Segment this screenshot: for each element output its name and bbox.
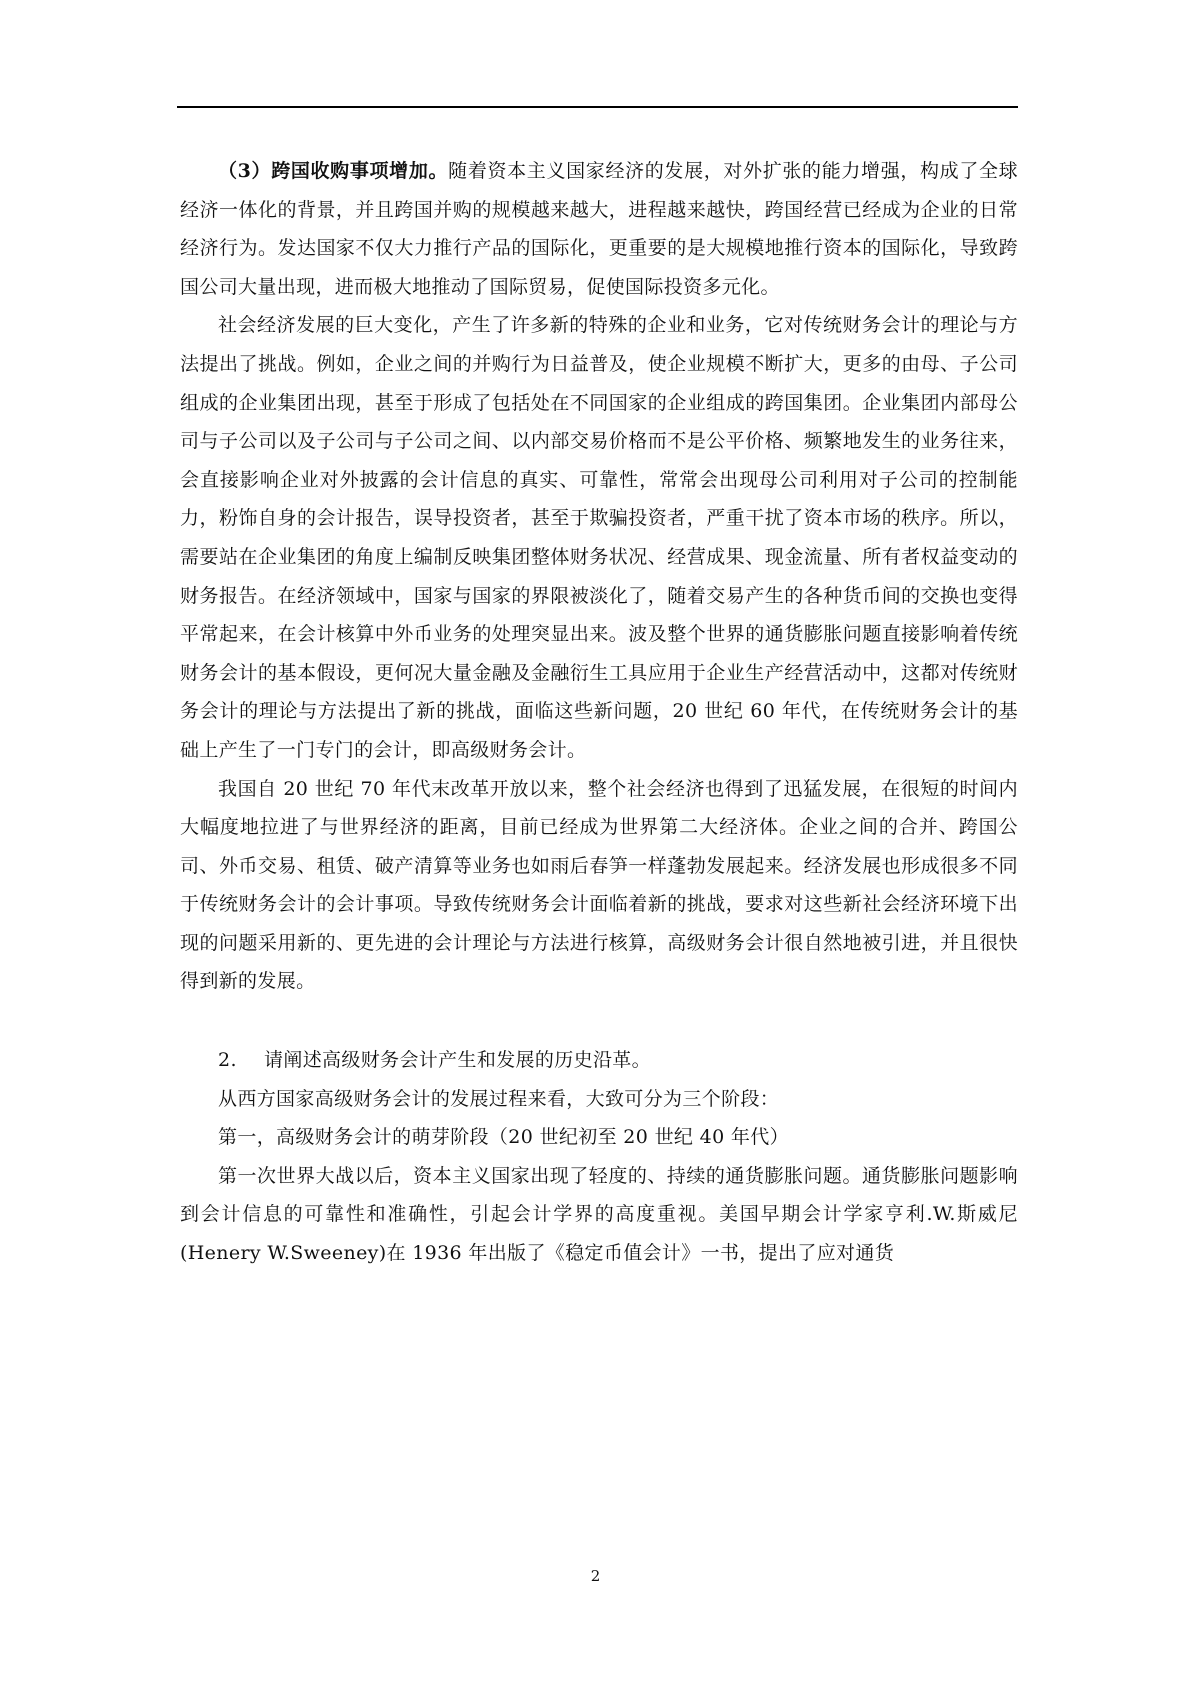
question-heading: [180, 1041, 1018, 1080]
paragraph-economic-change: 社会经济发展的巨大变化，产生了许多新的特殊的企业和业务，它对传统财务会计的理论与方法提出了挑战。例如，企业之间的并购行为日益普及，使企业规模不断扩大，更多的由母、子公司组成的企业集团出现，甚至于形成了包括处在不同国家的企业组成的跨国集团。企业集团内部母公司与子公司以及子公司与子公司之间、以内部交易价格而不是公平价格、频繁地发生的业务往来，会直接影响企业对外披露的会计信息的真实、可靠性，常常会出现母公司利用对子公司的控制能力，粉饰自身的会计报告，误导投资者，甚至于欺骗投资者，严重干扰了资本市场的秩序。所以，需要站在企业集团的角度上编制反映集团整体财务状况、经营成果、现金流量、所有者权益变动的财务报告。在经济领域中，国家与国家的界限被淡化了，随着交易产生的各种货币间的交换也变得平常起来，在会计核算中外币业务的处理突显出来。波及整个世界的通货膨胀问题直接影响着传统财务会计的基本假设，更何况大量金融及金融衍生工具应用于企业生产经营活动中，这都对传统财务会计的理论与方法提出了新的挑战，面临这些新问题，20 世纪 60 年代，在传统财务会计的基础上产生了一门专门的会计，即高级财务会计。: [180, 314, 1018, 761]
answer-intro: 从西方国家高级财务会计的发展过程来看，大致可分为三个阶段：: [218, 1087, 780, 1110]
paragraph-cross-border-acquisitions: [180, 152, 1018, 306]
answer-stage-paragraph: 第一次世界大战以后，资本主义国家出现了轻度的、持续的通货膨胀问题。通货膨胀问题影响到会计信息的可靠性和准确性，引起会计学界的高度重视。美国早期会计学家亨利.W.斯威尼(Henery W.Sweeney)在 1936 年出版了《稳定币值会计》一书，提出了应对通货: [180, 1164, 1018, 1265]
body-text: [180, 152, 1018, 1273]
section-gap: [180, 1001, 1018, 1041]
question-text: 请阐述高级财务会计产生和发展的历史沿革。: [264, 1049, 652, 1072]
answer-stage-heading: 第一，高级财务会计的萌芽阶段（20 世纪初至 20 世纪 40 年代）: [218, 1126, 789, 1149]
paragraph-body: 随着资本主义国家经济的发展，对外扩张的能力增强，构成了全球经济一体化的背景，并且跨国并购的规模越来越大，进程越来越快，跨国经营已经成为企业的日常经济行为。发达国家不仅大力推行产品的国际化，更重要的是大规模地推行资本的国际化，导致跨国公司大量出现，进而极大地推动了国际贸易，促使国际投资多元化。: [180, 160, 1019, 298]
paragraph-lead-bold: （3）跨国收购事项增加。: [218, 160, 449, 182]
question-number: 2.: [218, 1049, 237, 1072]
page-number: 2: [590, 1567, 601, 1585]
header-rule: [177, 106, 1018, 108]
paragraph-china-development: 我国自 20 世纪 70 年代末改革开放以来，整个社会经济也得到了迅猛发展，在很短的时间内大幅度地拉进了与世界经济的距离，目前已经成为世界第二大经济体。企业之间的合并、跨国公司、外币交易、租赁、破产清算等业务也如雨后春笋一样蓬勃发展起来。经济发展也形成很多不同于传统财务会计的会计事项。导致传统财务会计面临着新的挑战，要求对这些新社会经济环境下出现的问题采用新的、更先进的会计理论与方法进行核算，高级财务会计很自然地被引进，并且很快得到新的发展。: [180, 777, 1018, 993]
